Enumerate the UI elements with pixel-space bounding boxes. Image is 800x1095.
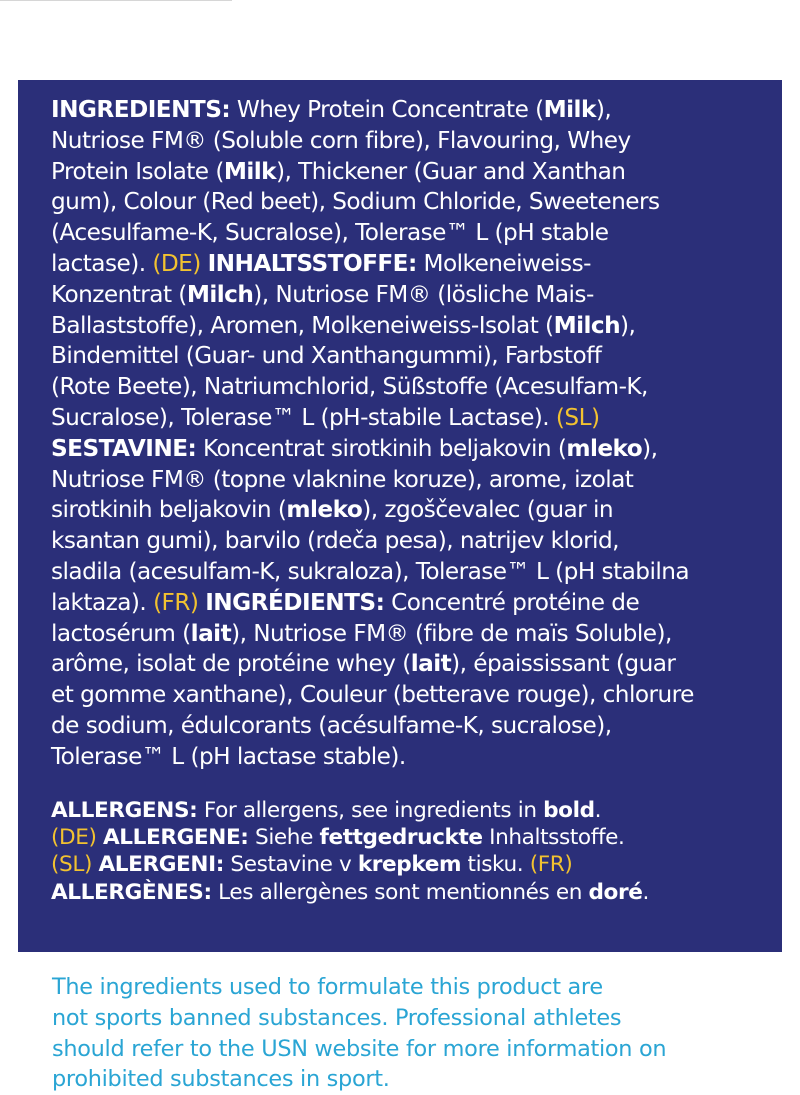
ingredients-line xyxy=(51,649,776,680)
ingredients-text-run: Nutriose FM® (topne vlaknine koruze), arome, izolat xyxy=(51,465,634,493)
notice-line: should refer to the USN website for more information on xyxy=(52,1035,667,1062)
ingredients-text-run: ), Nutriose FM® (fibre de maïs Soluble), xyxy=(231,619,672,647)
allergen-term: Milch xyxy=(553,311,621,339)
allergens-text-run: tisku. xyxy=(461,852,530,878)
banned-substances-notice xyxy=(52,972,792,1095)
ingredients-text-run: ), Thickener (Guar and Xanthan xyxy=(276,157,626,185)
section-heading: INGRÉDIENTS: xyxy=(205,588,385,616)
ingredients-line xyxy=(51,434,776,465)
ingredients-line xyxy=(51,680,776,711)
ingredients-text-run: ), Nutriose FM® (lösliche Mais- xyxy=(253,280,594,308)
ingredients-line xyxy=(51,126,776,157)
allergen-term: lait xyxy=(410,650,452,678)
allergen-term: bold xyxy=(543,798,595,823)
allergen-term: doré xyxy=(588,879,643,905)
ingredients-line xyxy=(51,372,776,403)
allergen-term: Milch xyxy=(186,280,254,308)
ingredients-line xyxy=(51,495,776,526)
allergens-text-run: . xyxy=(594,798,602,823)
ingredients-text-run: Ballaststoffe), Aromen, Molkeneiweiss-Isolat ( xyxy=(51,311,554,339)
ingredients-line xyxy=(51,249,776,280)
ingredients-text-run: Tolerase™ L (pH lactase stable). xyxy=(51,742,406,770)
section-heading: ALLERGENS: xyxy=(51,798,198,823)
language-code: (SL) xyxy=(555,403,600,431)
allergen-term: Milk xyxy=(223,157,277,185)
section-heading: INHALTSSTOFFE: xyxy=(207,249,417,277)
allergen-term: mleko xyxy=(286,496,363,524)
language-code: (FR) xyxy=(529,852,573,878)
section-heading: INGREDIENTS: xyxy=(51,96,231,123)
ingredients-text-run: et gomme xanthane), Couleur (betterave rouge), chlorure xyxy=(51,681,694,709)
allergens-line xyxy=(51,879,776,906)
section-heading: ALLERGÈNES: xyxy=(51,879,212,905)
notice-line: prohibited substances in sport. xyxy=(52,1066,390,1093)
ingredients-text-run: ), xyxy=(620,311,636,339)
ingredients-line xyxy=(51,187,776,218)
allergens-text-run: Siehe xyxy=(248,825,320,851)
ingredients-line xyxy=(51,280,776,311)
language-code: (DE) xyxy=(51,825,97,851)
allergen-term: fettgedruckte xyxy=(319,825,483,851)
ingredients-line xyxy=(51,403,776,434)
allergens-line xyxy=(51,851,776,878)
ingredients-text-run: lactosérum ( xyxy=(51,619,191,647)
ingredients-line xyxy=(51,311,776,342)
ingredients-line xyxy=(51,526,776,557)
allergen-term: mleko xyxy=(566,434,643,462)
ingredients-text-run: Whey Protein Concentrate ( xyxy=(230,96,544,123)
ingredients-text-run: ksantan gumi), barvilo (rdeča pesa), natrijev klorid, xyxy=(51,527,619,555)
ingredients-line xyxy=(51,218,776,249)
ingredients-text-run: Bindemittel (Guar- und Xanthangummi), Farbstoff xyxy=(51,342,602,370)
ingredients-text-run: laktaza). xyxy=(51,588,154,616)
language-code: (FR) xyxy=(153,588,199,616)
ingredients-line xyxy=(51,557,776,588)
ingredients-text-run: ), xyxy=(642,434,658,462)
notice-line: not sports banned substances. Professional athletes xyxy=(52,1004,622,1031)
language-code: (DE) xyxy=(152,249,201,277)
notice-line: The ingredients used to formulate this product are xyxy=(52,974,603,1000)
ingredients-text-run: arôme, isolat de protéine whey ( xyxy=(51,650,411,678)
ingredients-line xyxy=(51,95,776,126)
ingredients-text xyxy=(51,95,776,773)
ingredients-text-run: ), épaississant (guar xyxy=(451,650,676,678)
allergens-text-run: For allergens, see ingredients in xyxy=(197,798,544,823)
allergen-term: lait xyxy=(190,619,232,647)
allergens-line xyxy=(51,824,776,851)
ingredients-text-run: lactase). xyxy=(51,249,153,277)
ingredients-text-run: Konzentrat ( xyxy=(51,280,187,308)
allergens-text-run: . xyxy=(642,879,649,905)
ingredients-line xyxy=(51,742,776,773)
ingredients-text-run: ), xyxy=(595,96,612,123)
ingredients-text-run: (Acesulfame-K, Sucralose), Tolerase™ L (pH stable xyxy=(51,219,609,247)
ingredients-panel xyxy=(18,80,782,952)
ingredients-line xyxy=(51,157,776,188)
ingredients-text-run: Sucralose), Tolerase™ L (pH-stabile Lactase). xyxy=(51,403,556,431)
allergens-text xyxy=(51,797,776,906)
allergens-text-run: Inhaltsstoffe. xyxy=(482,825,625,851)
ingredients-line xyxy=(51,465,776,496)
ingredients-text-run xyxy=(201,250,208,277)
allergens-text-run: Sestavine v xyxy=(223,852,358,878)
allergens-text-run: Les allergènes sont mentionnés en xyxy=(211,879,589,905)
ingredients-text-run: sladila (acesulfam-K, sukraloza), Tolerase™ L (pH stabilna xyxy=(51,557,690,585)
ingredients-line xyxy=(51,341,776,372)
allergen-term: Milk xyxy=(543,96,596,123)
ingredients-text-run: gum), Colour (Red beet), Sodium Chloride, Sweeteners xyxy=(51,188,660,216)
top-divider xyxy=(0,0,232,1)
allergens-line xyxy=(51,797,776,824)
ingredients-line xyxy=(51,619,776,650)
ingredients-text-run: ), zgoščevalec (guar in xyxy=(362,496,614,524)
allergen-term: krepkem xyxy=(357,852,462,878)
ingredients-text-run: sirotkinih beljakovin ( xyxy=(51,496,287,524)
ingredients-text-run: Molkeneiweiss- xyxy=(416,249,591,277)
ingredients-line xyxy=(51,588,776,619)
ingredients-text-run: Protein Isolate ( xyxy=(51,157,224,185)
ingredients-text-run: Nutriose FM® (Soluble corn fibre), Flavouring, Whey xyxy=(51,126,631,154)
section-heading: SESTAVINE: xyxy=(51,434,197,462)
section-heading: ALLERGENE: xyxy=(103,825,249,851)
ingredients-text-run: Concentré protéine de xyxy=(384,588,640,616)
ingredients-text-run: de sodium, édulcorants (acésulfame-K, sucralose), xyxy=(51,711,612,739)
ingredients-line xyxy=(51,711,776,742)
section-heading: ALERGENI: xyxy=(98,852,224,878)
ingredients-text-run: Koncentrat sirotkinih beljakovin ( xyxy=(196,434,567,462)
ingredients-text-run: (Rote Beete), Natriumchlorid, Süßstoffe (Acesulfam-K, xyxy=(51,373,648,401)
language-code: (SL) xyxy=(51,852,92,878)
